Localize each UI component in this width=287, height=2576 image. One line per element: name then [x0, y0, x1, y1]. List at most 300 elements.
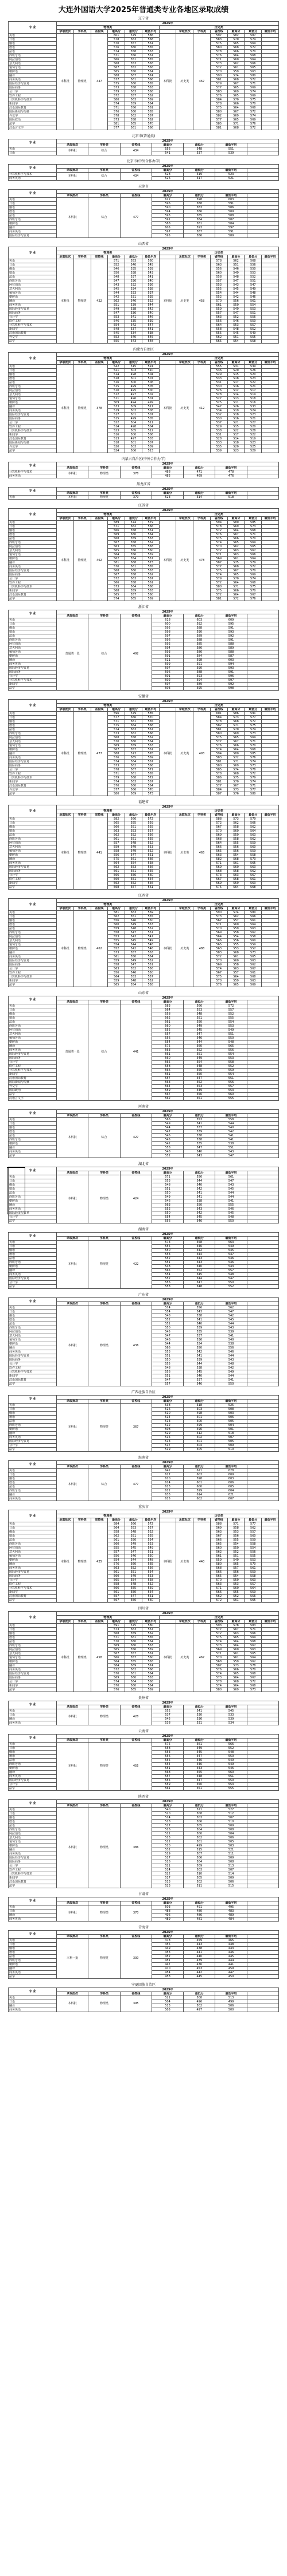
- max-score-cell: 563: [210, 854, 227, 858]
- spacer-cell: [247, 622, 278, 626]
- max-score-cell: 516: [152, 1860, 183, 1864]
- major-cell: 商务英语: [9, 474, 57, 478]
- min-score-cell: 549: [227, 307, 245, 311]
- min-score-cell: 570: [227, 780, 245, 784]
- score-table: [8, 1297, 279, 1386]
- spacer-cell: [262, 393, 279, 397]
- min-score-cell: 520: [227, 369, 245, 373]
- max-score-cell: 575: [152, 1743, 183, 1747]
- max-score-cell: 572: [210, 593, 227, 597]
- header-spacer: [247, 1400, 278, 1404]
- avg-score-cell: 542: [215, 1366, 247, 1370]
- avg-score-cell: 575: [245, 585, 262, 589]
- avg-score-cell: 546: [215, 1257, 247, 1261]
- min-score-cell: 561: [227, 1599, 245, 1603]
- major-cell: 意大利语: [9, 549, 57, 553]
- avg-score-cell: 570: [245, 1668, 262, 1672]
- max-score-cell: 574: [210, 1640, 227, 1644]
- min-score-cell: 494: [125, 401, 142, 405]
- max-score-cell: 633: [152, 1493, 183, 1497]
- min-score-cell: 491: [184, 1905, 215, 1909]
- min-score-cell: 559: [227, 833, 245, 837]
- max-score-cell: 570: [210, 979, 227, 983]
- major-cell: 英语: [9, 618, 57, 622]
- min-score-cell: 576: [227, 792, 245, 796]
- control-line-cell: 465: [193, 817, 211, 890]
- major-cell: 阿拉伯语: [9, 283, 57, 287]
- header-cell: 录取批次: [57, 1171, 88, 1175]
- spacer-cell: [262, 66, 279, 70]
- max-score-cell: 573: [108, 764, 125, 768]
- min-score-cell: 550: [125, 955, 142, 959]
- spacer-cell: [262, 549, 279, 553]
- avg-score-cell: 518: [215, 496, 247, 500]
- max-score-cell: 572: [210, 549, 227, 553]
- major-cell: 外交学: [9, 1085, 57, 1089]
- header-cell: 学科类: [88, 1804, 120, 1808]
- min-score-cell: 540: [184, 1183, 215, 1187]
- max-score-cell: 570: [210, 70, 227, 74]
- header-cell: 省控线: [120, 1804, 152, 1808]
- min-score-cell: 554: [227, 1575, 245, 1579]
- spacer-cell: [247, 1354, 278, 1358]
- major-cell: 计算机科学与技术: [9, 1587, 57, 1591]
- max-score-cell: 599: [152, 662, 183, 667]
- min-score-cell: 564: [227, 886, 245, 890]
- table-row: [9, 1632, 279, 1636]
- table-row: [9, 369, 279, 373]
- spacer-cell: [247, 1428, 278, 1432]
- avg-score-cell: 569: [245, 42, 262, 46]
- min-score-cell: 569: [227, 114, 245, 118]
- region-label: 陕西省: [138, 1795, 149, 1799]
- header-cell: 学科类: [193, 708, 211, 712]
- max-score-cell: 575: [210, 736, 227, 740]
- min-score-cell: 538: [125, 271, 142, 275]
- region-label: 福建省: [138, 800, 149, 804]
- min-score-cell: 486: [184, 1914, 215, 1918]
- min-score-cell: 515: [125, 365, 142, 369]
- avg-score-cell: 568: [245, 529, 262, 533]
- min-score-cell: 548: [184, 1012, 215, 1016]
- max-score-cell: 571: [108, 106, 125, 110]
- category-cell: 历史类: [176, 259, 193, 344]
- header-major: 专 业: [9, 1931, 57, 1939]
- category-cell: 物理类: [73, 34, 91, 130]
- major-cell: 英语: [9, 1241, 57, 1245]
- table-row: [9, 1808, 279, 1812]
- avg-score-cell: 558: [215, 1061, 247, 1065]
- header-cell: 最低分: [125, 517, 142, 521]
- max-score-cell: 572: [210, 529, 227, 533]
- batch-cell: 本科批: [159, 34, 176, 130]
- table-row: [9, 927, 279, 931]
- min-score-cell: 590: [184, 667, 215, 671]
- avg-score-cell: 546: [142, 947, 159, 951]
- max-score-cell: 567: [210, 971, 227, 975]
- min-score-cell: 569: [227, 764, 245, 768]
- batch-cell: 本科批: [57, 1118, 88, 1158]
- spacer-cell: [247, 2008, 278, 2012]
- major-cell: 汉语言文学: [9, 1097, 57, 1101]
- header-cell: 最低分: [184, 614, 215, 618]
- major-cell: 俄语: [9, 1816, 57, 1820]
- spacer-cell: [247, 1004, 278, 1008]
- table-row: [9, 841, 279, 845]
- table-row: [9, 275, 279, 279]
- spacer-cell: [247, 1077, 278, 1081]
- major-cell: 翻译: [9, 1967, 57, 1971]
- avg-score-cell: 558: [245, 935, 262, 939]
- major-cell: 英语: [9, 1624, 57, 1628]
- major-cell: 德语: [9, 1481, 57, 1485]
- major-cell: 软件工程: [9, 1583, 57, 1587]
- avg-score-cell: 559: [142, 553, 159, 557]
- min-score-cell: 559: [227, 1579, 245, 1583]
- header-major: 专 业: [9, 1800, 57, 1808]
- max-score-cell: 573: [108, 585, 125, 589]
- max-score-cell: 563: [152, 1049, 183, 1053]
- header-cell: 录取批次: [57, 1804, 88, 1808]
- major-cell: 法语: [9, 1257, 57, 1261]
- major-cell: 葡萄牙语: [9, 1554, 57, 1558]
- spacer-cell: [262, 764, 279, 768]
- min-score-cell: 575: [125, 1624, 142, 1628]
- min-score-cell: 581: [184, 222, 215, 226]
- max-score-cell: 565: [108, 821, 125, 825]
- major-cell: 阿拉伯语: [9, 1648, 57, 1652]
- header-cell: 最低平均: [142, 517, 159, 521]
- avg-score-cell: 514: [215, 1872, 247, 1876]
- major-cell: 商务英语: [9, 78, 57, 82]
- max-score-cell: 541: [152, 151, 183, 155]
- min-score-cell: 542: [184, 1350, 215, 1354]
- min-score-cell: 459: [184, 1939, 215, 1943]
- table-row: [9, 1680, 279, 1684]
- max-score-cell: 545: [108, 332, 125, 336]
- header-cell: 学科类: [88, 169, 120, 173]
- header-cell: 最低分: [125, 813, 142, 817]
- table-row: [9, 54, 279, 58]
- min-score-cell: 547: [184, 1779, 215, 1783]
- avg-score-cell: 559: [245, 1538, 262, 1542]
- avg-score-cell: 544: [215, 1122, 247, 1126]
- min-score-cell: 567: [125, 74, 142, 78]
- major-cell: 新闻学: [9, 1684, 57, 1688]
- min-score-cell: 564: [227, 748, 245, 752]
- header-cell: 录取批次: [176, 907, 193, 911]
- min-score-cell: 553: [125, 866, 142, 870]
- max-score-cell: 555: [210, 365, 227, 369]
- header-cell: 学科类: [73, 361, 91, 365]
- max-score-cell: 572: [108, 577, 125, 581]
- spacer-cell: [262, 58, 279, 62]
- category-cell: 综合: [88, 147, 120, 155]
- avg-score-cell: 545: [215, 1187, 247, 1191]
- min-score-cell: 565: [125, 122, 142, 126]
- major-cell: 德语: [9, 1755, 57, 1759]
- min-score-cell: 564: [227, 106, 245, 110]
- avg-score-cell: 586: [215, 206, 247, 210]
- min-score-cell: 551: [184, 1787, 215, 1791]
- avg-score-cell: 559: [245, 849, 262, 854]
- spacer-cell: [262, 1672, 279, 1676]
- region-section: [8, 1606, 279, 1692]
- min-score-cell: 526: [227, 405, 245, 409]
- category-cell: 物理类: [88, 496, 120, 500]
- major-cell: 会计学: [9, 421, 57, 425]
- table-row: [9, 1652, 279, 1656]
- max-score-cell: 513: [152, 1836, 183, 1840]
- min-score-cell: 571: [227, 760, 245, 764]
- spacer-cell: [262, 106, 279, 110]
- avg-score-cell: 569: [142, 911, 159, 915]
- major-cell: 商务英语: [9, 2008, 57, 2012]
- max-score-cell: 573: [108, 1628, 125, 1632]
- avg-score-cell: 558: [245, 340, 262, 344]
- spacer-cell: [247, 1743, 278, 1747]
- max-score-cell: 577: [210, 784, 227, 788]
- major-cell: 葡萄牙语: [9, 650, 57, 654]
- min-score-cell: 552: [125, 833, 142, 837]
- header-cell: 学科类: [88, 1935, 120, 1939]
- avg-score-cell: 563: [245, 70, 262, 74]
- avg-score-cell: 560: [215, 1093, 247, 1097]
- avg-score-cell: 560: [142, 1656, 159, 1660]
- max-score-cell: 556: [152, 1370, 183, 1374]
- region-label: 贵州省: [138, 1696, 149, 1700]
- min-score-cell: 541: [184, 1195, 215, 1199]
- major-cell: 法语: [9, 1640, 57, 1644]
- header-category-a: 物理类: [57, 809, 160, 813]
- header-cell: 最低平均: [215, 1935, 247, 1939]
- max-score-cell: 535: [210, 445, 227, 449]
- table-row: [9, 740, 279, 744]
- header-major: 专 业: [9, 247, 57, 259]
- max-score-cell: 642: [152, 1469, 183, 1473]
- max-score-cell: 568: [210, 1566, 227, 1570]
- min-score-cell: 565: [227, 1672, 245, 1676]
- max-score-cell: 583: [152, 1004, 183, 1008]
- min-score-cell: 551: [125, 878, 142, 882]
- avg-score-cell: 576: [245, 597, 262, 601]
- min-score-cell: 558: [227, 837, 245, 841]
- spacer-cell: [262, 597, 279, 601]
- header-cell: 最低平均: [215, 1237, 247, 1241]
- table-row: [9, 915, 279, 919]
- table-row: [9, 923, 279, 927]
- avg-score-cell: 511: [142, 421, 159, 425]
- min-score-cell: 575: [227, 561, 245, 565]
- max-score-cell: 576: [210, 1668, 227, 1672]
- min-score-cell: 541: [184, 1709, 215, 1713]
- avg-score-cell: 549: [142, 939, 159, 943]
- max-score-cell: 567: [210, 1534, 227, 1538]
- min-score-cell: 441: [184, 1951, 215, 1955]
- spacer-cell: [247, 1812, 278, 1816]
- max-score-cell: 566: [152, 1346, 183, 1350]
- max-score-cell: 562: [108, 1534, 125, 1538]
- spacer-cell: [262, 429, 279, 433]
- table-row: [9, 58, 279, 62]
- spacer-cell: [247, 1342, 278, 1346]
- major-cell: 日语: [9, 525, 57, 529]
- max-score-cell: 567: [152, 1093, 183, 1097]
- major-cell: 法学: [9, 597, 57, 601]
- avg-score-cell: 552: [142, 979, 159, 983]
- header-cell: 最低平均: [215, 1901, 247, 1905]
- table-row: [9, 829, 279, 833]
- max-score-cell: 538: [210, 429, 227, 433]
- major-cell: 俄语: [9, 1012, 57, 1016]
- max-score-cell: 561: [108, 1570, 125, 1575]
- avg-score-cell: 560: [142, 874, 159, 878]
- min-score-cell: 556: [227, 849, 245, 854]
- major-cell: 国际商务: [9, 417, 57, 421]
- min-score-cell: 571: [227, 122, 245, 126]
- header-category-b: 历史类: [159, 704, 278, 708]
- spacer-cell: [247, 218, 278, 222]
- spacer-cell: [262, 110, 279, 114]
- spacer-cell: [262, 736, 279, 740]
- major-cell: 软件工程: [9, 971, 57, 975]
- header-cell: 学科类: [88, 466, 120, 470]
- avg-score-cell: 523: [245, 377, 262, 381]
- header-spacer: [159, 30, 176, 34]
- region-section: [8, 893, 279, 987]
- avg-score-cell: 506: [215, 2004, 247, 2008]
- avg-score-cell: 558: [142, 62, 159, 66]
- max-score-cell: 556: [152, 1219, 183, 1223]
- major-cell: 会计学: [9, 874, 57, 878]
- header-year: 2025年: [57, 1461, 279, 1465]
- avg-score-cell: 554: [215, 1053, 247, 1057]
- avg-score-cell: 551: [215, 1077, 247, 1081]
- min-score-cell: 518: [227, 413, 245, 417]
- min-score-cell: 545: [184, 1028, 215, 1032]
- max-score-cell: 556: [108, 971, 125, 975]
- avg-score-cell: 506: [215, 1880, 247, 1884]
- avg-score-cell: 503: [215, 1844, 247, 1848]
- major-cell: 德语: [9, 630, 57, 634]
- spacer-cell: [262, 756, 279, 760]
- category-cell: 综合: [88, 198, 120, 238]
- major-cell: 英语: [9, 1404, 57, 1408]
- header-cell: 省控线: [91, 708, 108, 712]
- header-cell: 学科类: [88, 1114, 120, 1118]
- min-score-cell: 551: [227, 1554, 245, 1558]
- avg-score-cell: 578: [142, 752, 159, 756]
- max-score-cell: 536: [210, 369, 227, 373]
- max-score-cell: 517: [152, 1876, 183, 1880]
- min-score-cell: 518: [184, 1404, 215, 1408]
- avg-score-cell: 593: [215, 630, 247, 634]
- spacer-cell: [247, 1751, 278, 1755]
- min-score-cell: 538: [184, 1199, 215, 1203]
- spacer-cell: [247, 1249, 278, 1253]
- spacer-cell: [262, 409, 279, 413]
- spacer-cell: [247, 1975, 278, 1979]
- max-score-cell: 569: [210, 1526, 227, 1530]
- max-score-cell: 594: [210, 752, 227, 756]
- major-cell: 德语: [9, 724, 57, 728]
- major-cell: 阿拉伯语: [9, 1546, 57, 1550]
- major-cell: 德语: [9, 1130, 57, 1134]
- major-cell: 计算机科学与技术: [9, 1872, 57, 1876]
- major-cell: 阿拉伯语: [9, 545, 57, 549]
- avg-score-cell: 585: [142, 712, 159, 716]
- min-score-cell: 567: [227, 82, 245, 86]
- avg-score-cell: 543: [215, 1358, 247, 1362]
- region-section: [8, 134, 279, 155]
- control-line-cell: 436: [120, 1306, 152, 1386]
- avg-score-cell: 510: [215, 1820, 247, 1824]
- header-cell: 最高分: [152, 1901, 183, 1905]
- max-score-cell: 573: [210, 915, 227, 919]
- category-cell: 历史类: [176, 1624, 193, 1692]
- min-score-cell: 496: [125, 397, 142, 401]
- control-line-cell: 425: [91, 1522, 108, 1603]
- header-cell: 最低分: [184, 492, 215, 496]
- spacer-cell: [262, 365, 279, 369]
- table-row: [9, 1469, 279, 1473]
- table-row: [9, 66, 279, 70]
- header-major: 专 业: [9, 899, 57, 911]
- avg-score-cell: 551: [142, 854, 159, 858]
- avg-score-cell: 571: [245, 533, 262, 537]
- max-score-cell: 551: [152, 1354, 183, 1358]
- spacer-cell: [262, 829, 279, 833]
- major-cell: 法学: [9, 983, 57, 987]
- avg-score-cell: 553: [142, 845, 159, 849]
- control-line-cell: 434: [120, 147, 152, 155]
- avg-score-cell: 577: [245, 716, 262, 720]
- header-cell: 录取批次: [57, 1302, 88, 1306]
- max-score-cell: 582: [210, 724, 227, 728]
- avg-score-cell: 518: [215, 1432, 247, 1436]
- avg-score-cell: 570: [245, 102, 262, 106]
- category-cell: 物理类: [88, 1808, 120, 1888]
- table-row: [9, 449, 279, 453]
- spacer-cell: [247, 1404, 278, 1408]
- major-cell: 法学: [9, 687, 57, 691]
- min-score-cell: 497: [184, 2008, 215, 2012]
- avg-score-cell: 564: [142, 1640, 159, 1644]
- min-score-cell: 557: [125, 593, 142, 597]
- avg-score-cell: 628: [215, 1469, 247, 1473]
- major-cell: 西班牙语: [9, 1828, 57, 1832]
- max-score-cell: 534: [210, 409, 227, 413]
- spacer-cell: [262, 118, 279, 122]
- spacer-cell: [262, 1538, 279, 1542]
- min-score-cell: 546: [227, 267, 245, 271]
- avg-score-cell: 564: [142, 533, 159, 537]
- major-cell: 西班牙语: [9, 837, 57, 841]
- min-score-cell: 566: [227, 50, 245, 54]
- header-cell: 学科类: [88, 1901, 120, 1905]
- spacer-cell: [262, 319, 279, 324]
- avg-score-cell: 558: [215, 1118, 247, 1122]
- max-score-cell: 555: [210, 287, 227, 291]
- major-cell: 国际新闻与传播: [9, 110, 57, 114]
- header-year: 2025年: [57, 1110, 279, 1114]
- min-score-cell: 544: [227, 291, 245, 295]
- major-cell: 朝鲜语: [9, 947, 57, 951]
- max-score-cell: 579: [210, 82, 227, 86]
- table-row: [9, 122, 279, 126]
- max-score-cell: 583: [210, 756, 227, 760]
- spacer-cell: [247, 1322, 278, 1326]
